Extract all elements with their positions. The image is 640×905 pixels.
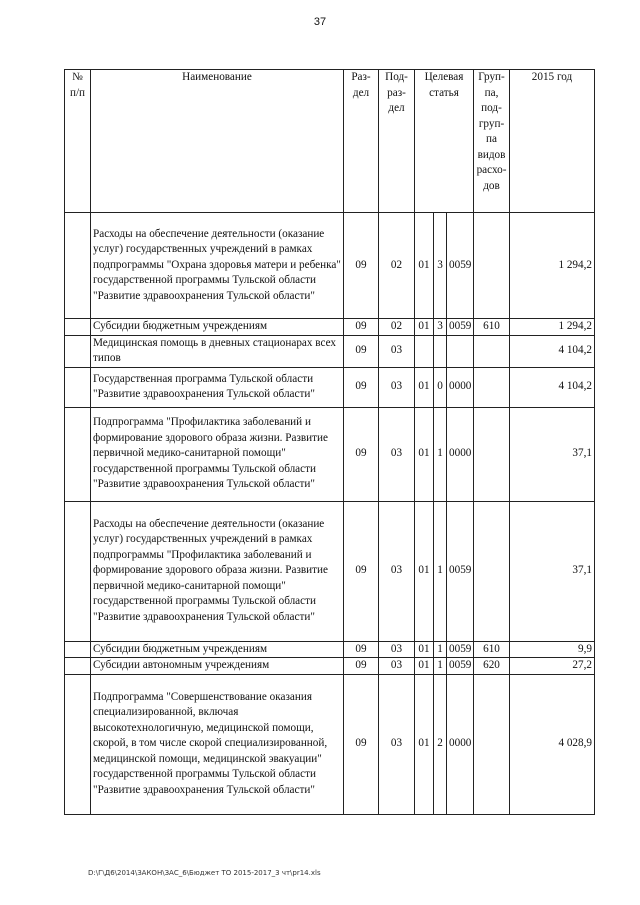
cell-num (65, 367, 91, 407)
table-row (65, 658, 595, 675)
cell-podrazdel: 03 (379, 641, 415, 658)
table-row (65, 367, 595, 407)
cell-amount: 4 028,9 (510, 674, 595, 814)
header-podrazdel: Под- раз- дел (379, 70, 415, 213)
table-row (65, 407, 595, 501)
header-num: № п/п (65, 70, 91, 213)
cell-target-part1: 01 (415, 407, 434, 501)
cell-name: Расходы на обеспечение деятельности (оказание услуг) государственных учреждений в рамках подпрограммы "Профилактика заболеваний и формирование здорового образа жизни. Развитие первичной медико-санитарной помощи" государственной программы Тульской области "Развитие здравоохранения Тульской области" (91, 501, 344, 641)
cell-target-part3 (447, 335, 474, 367)
cell-target-part1 (415, 335, 434, 367)
cell-target-part3: 0000 (447, 367, 474, 407)
cell-group (474, 674, 510, 814)
table-row (65, 501, 595, 641)
cell-target-part1: 01 (415, 658, 434, 675)
cell-target-part3: 0059 (447, 213, 474, 319)
header-name: Наименование (91, 70, 344, 213)
cell-target-part2: 0 (434, 367, 447, 407)
cell-target-part3: 0059 (447, 319, 474, 336)
cell-target-part3: 0059 (447, 641, 474, 658)
header-razdel: Раз- дел (344, 70, 379, 213)
table-row (65, 674, 595, 814)
cell-group (474, 367, 510, 407)
cell-target-part3: 0059 (447, 658, 474, 675)
cell-target-part2: 1 (434, 658, 447, 675)
cell-name: Расходы на обеспечение деятельности (оказание услуг) государственных учреждений в рамках подпрограммы "Охрана здоровья матери и ребенка" государственной программы Тульской области "Развитие здравоохранения Тульской области" (91, 213, 344, 319)
cell-name: Субсидии бюджетным учреждениям (91, 319, 344, 336)
cell-target-part2: 2 (434, 674, 447, 814)
table-header-row (65, 70, 595, 213)
table-body (65, 213, 595, 815)
cell-amount: 1 294,2 (510, 213, 595, 319)
cell-razdel: 09 (344, 674, 379, 814)
cell-amount: 27,2 (510, 658, 595, 675)
cell-name: Медицинская помощь в дневных стационарах всех типов (91, 335, 344, 367)
cell-amount: 9,9 (510, 641, 595, 658)
cell-group (474, 501, 510, 641)
cell-num (65, 407, 91, 501)
cell-num (65, 335, 91, 367)
cell-amount: 1 294,2 (510, 319, 595, 336)
cell-num (65, 641, 91, 658)
cell-target-part1: 01 (415, 213, 434, 319)
cell-group: 610 (474, 641, 510, 658)
cell-razdel: 09 (344, 335, 379, 367)
cell-name: Подпрограмма "Совершенствование оказания специализированной, включая высокотехнологичную, медицинской помощи, скорой, в том числе скорой специализированной, медицинской помощи, медицинской эвакуации" государственной программы Тульской области "Развитие здравоохранения Тульской области" (91, 674, 344, 814)
cell-podrazdel: 02 (379, 213, 415, 319)
table-row (65, 213, 595, 319)
page-number: 37 (313, 16, 327, 28)
cell-razdel: 09 (344, 658, 379, 675)
cell-num (65, 319, 91, 336)
cell-name: Субсидии автономным учреждениям (91, 658, 344, 675)
cell-podrazdel: 03 (379, 501, 415, 641)
cell-podrazdel: 02 (379, 319, 415, 336)
cell-group (474, 213, 510, 319)
cell-target-part1: 01 (415, 674, 434, 814)
cell-podrazdel: 03 (379, 367, 415, 407)
cell-target-part2: 1 (434, 407, 447, 501)
cell-amount: 4 104,2 (510, 335, 595, 367)
header-year: 2015 год (510, 70, 595, 213)
cell-target-part1: 01 (415, 319, 434, 336)
cell-target-part2 (434, 335, 447, 367)
cell-podrazdel: 03 (379, 407, 415, 501)
footer-file-path: D:\Г\Д6\2014\ЗАКОН\ЗАС_6\Бюджет ТО 2015-2017_3 чт\pr14.xls (88, 869, 321, 877)
cell-target-part1: 01 (415, 501, 434, 641)
cell-razdel: 09 (344, 319, 379, 336)
cell-name: Государственная программа Тульской области "Развитие здравоохранения Тульской области" (91, 367, 344, 407)
cell-razdel: 09 (344, 501, 379, 641)
cell-razdel: 09 (344, 213, 379, 319)
cell-amount: 37,1 (510, 407, 595, 501)
cell-razdel: 09 (344, 641, 379, 658)
table-row (65, 319, 595, 336)
cell-num (65, 213, 91, 319)
cell-razdel: 09 (344, 367, 379, 407)
cell-group: 610 (474, 319, 510, 336)
cell-target-part3: 0000 (447, 407, 474, 501)
cell-num (65, 674, 91, 814)
cell-podrazdel: 03 (379, 335, 415, 367)
cell-target-part3: 0000 (447, 674, 474, 814)
cell-target-part2: 1 (434, 641, 447, 658)
cell-num (65, 501, 91, 641)
cell-name: Подпрограмма "Профилактика заболеваний и формирование здорового образа жизни. Развитие первичной медико-санитарной помощи" государственной программы Тульской области "Развитие здравоохранения Тульской области" (91, 407, 344, 501)
budget-table (64, 69, 595, 815)
cell-num (65, 658, 91, 675)
cell-target-part1: 01 (415, 367, 434, 407)
cell-razdel: 09 (344, 407, 379, 501)
header-group: Груп- па, под- груп- па видов расхо- дов (474, 70, 510, 213)
cell-target-part2: 1 (434, 501, 447, 641)
cell-amount: 37,1 (510, 501, 595, 641)
cell-group: 620 (474, 658, 510, 675)
cell-group (474, 335, 510, 367)
table-row (65, 335, 595, 367)
header-target: Целевая статья (415, 70, 474, 213)
table-row (65, 641, 595, 658)
cell-podrazdel: 03 (379, 674, 415, 814)
cell-amount: 4 104,2 (510, 367, 595, 407)
cell-podrazdel: 03 (379, 658, 415, 675)
cell-group (474, 407, 510, 501)
cell-name: Субсидии бюджетным учреждениям (91, 641, 344, 658)
cell-target-part3: 0059 (447, 501, 474, 641)
cell-target-part2: 3 (434, 319, 447, 336)
cell-target-part1: 01 (415, 641, 434, 658)
cell-target-part2: 3 (434, 213, 447, 319)
